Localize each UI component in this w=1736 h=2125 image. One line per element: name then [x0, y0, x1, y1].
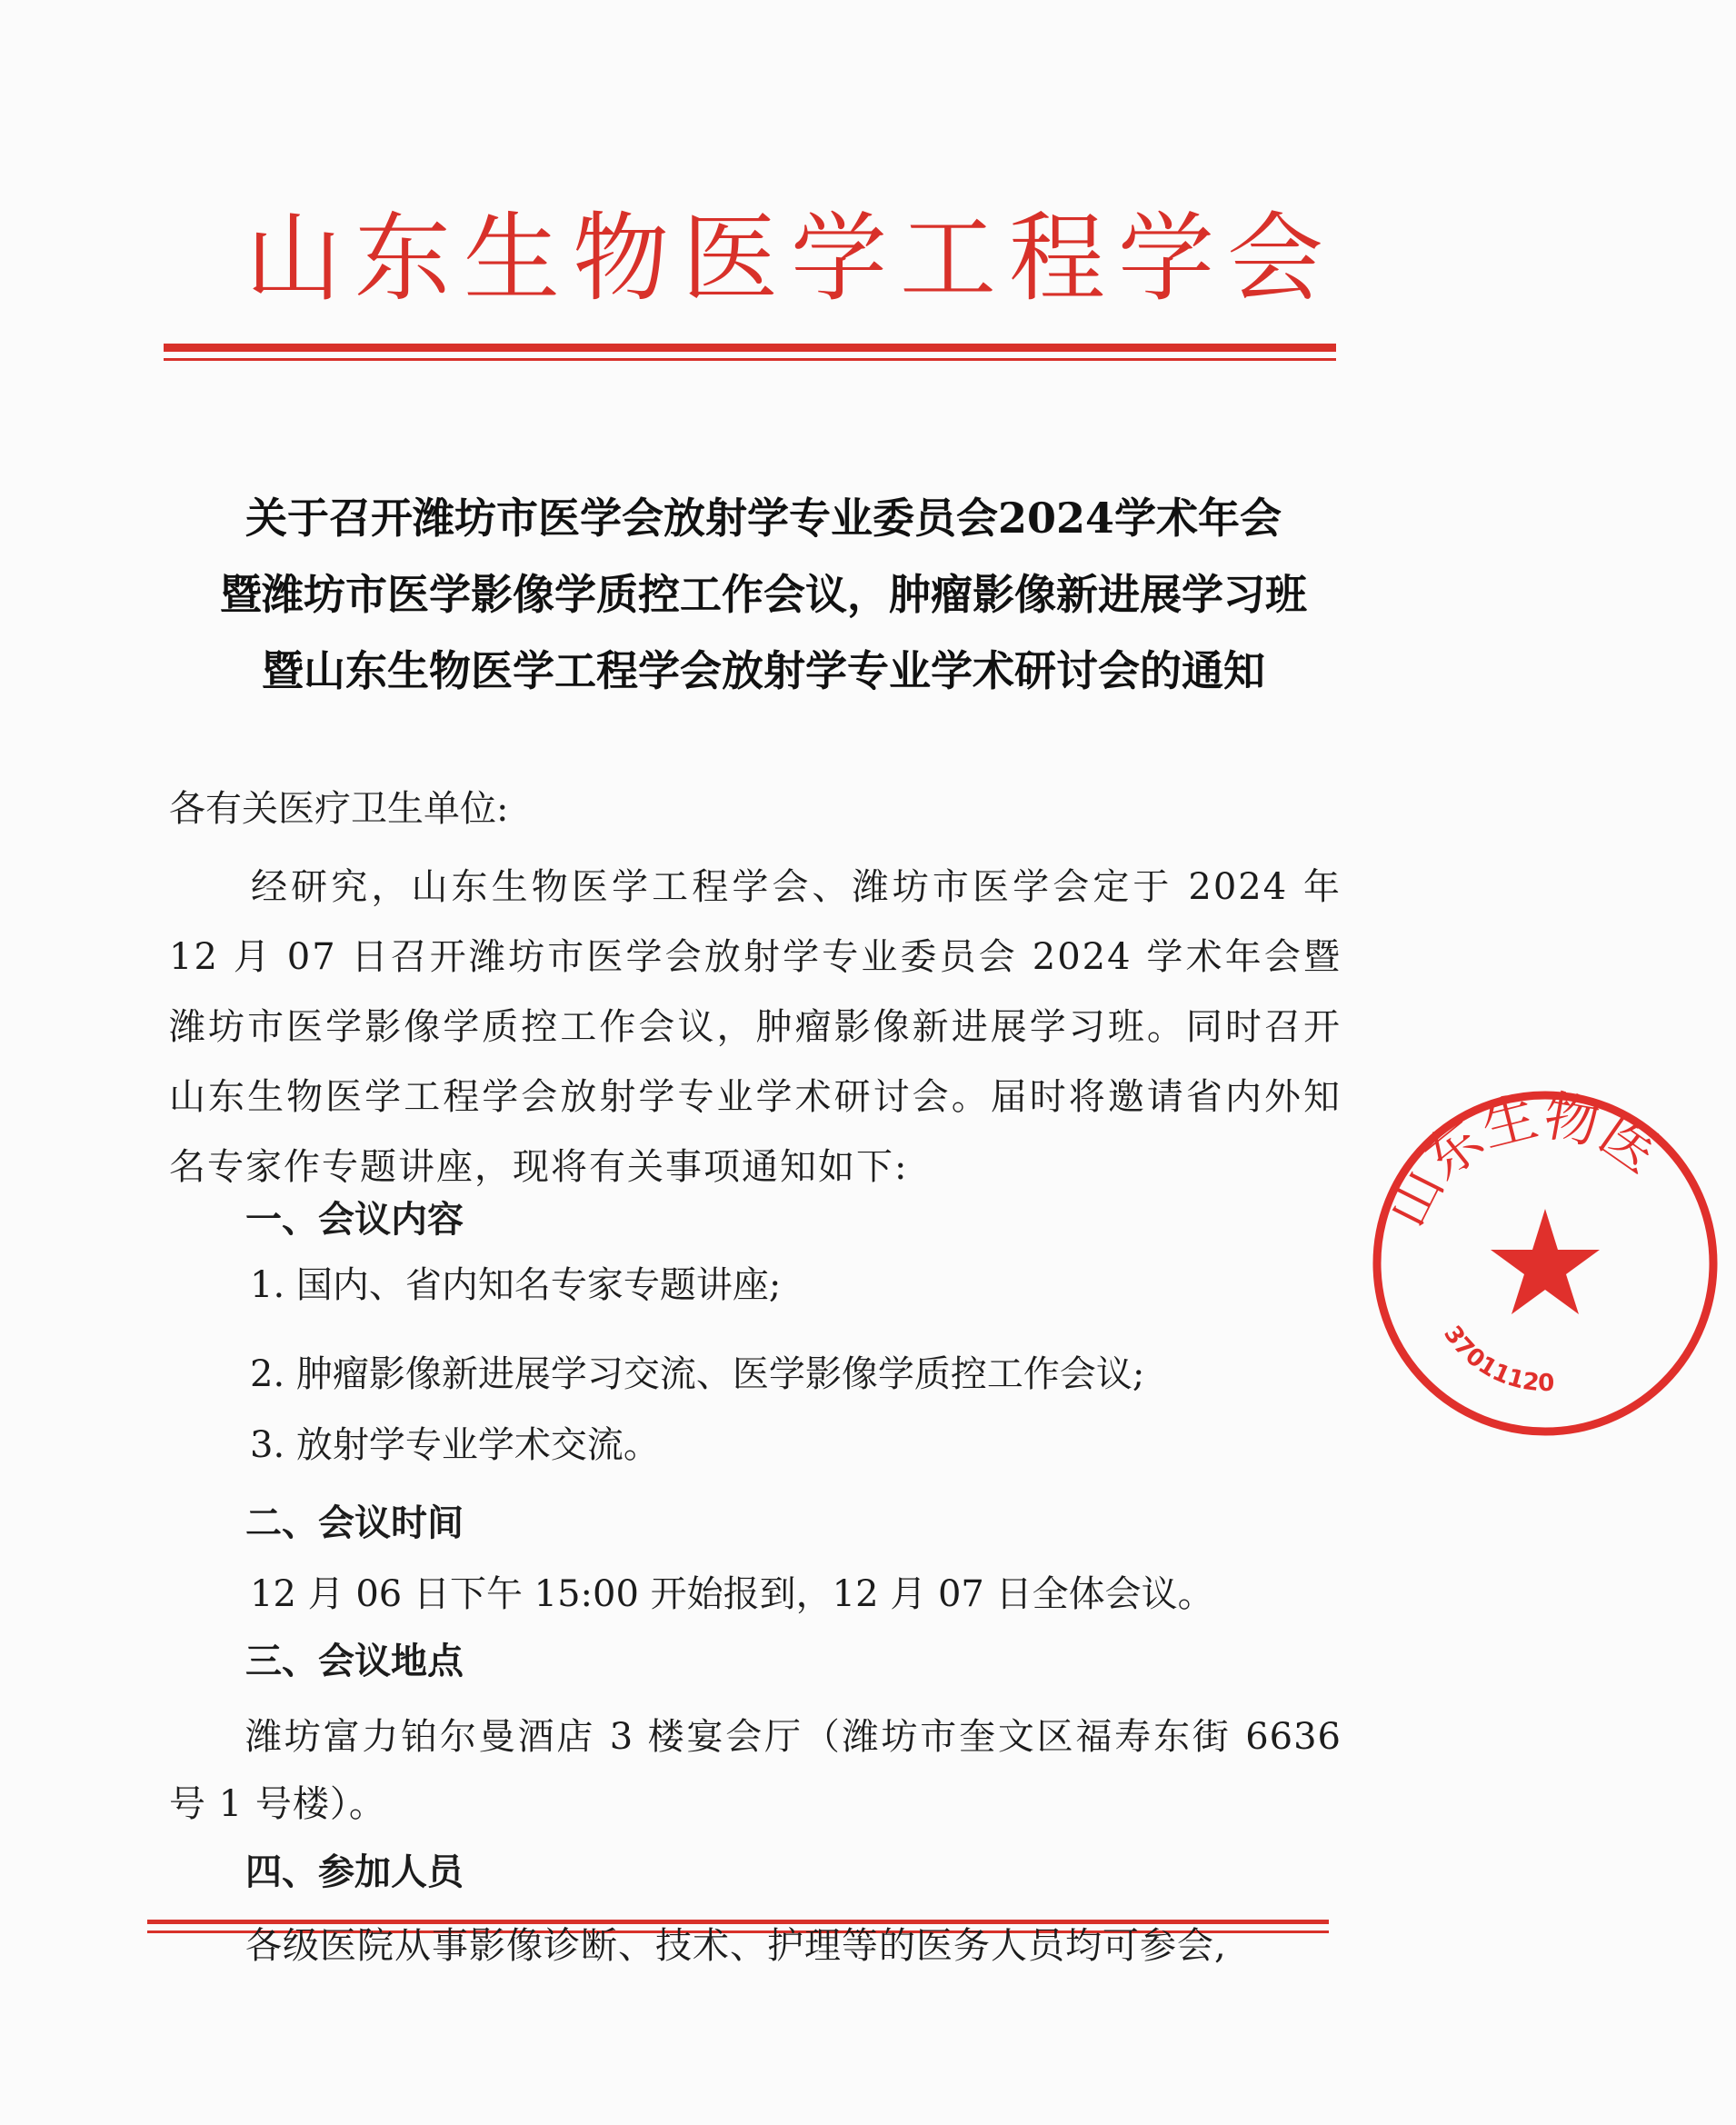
salutation: 各有关医疗卫生单位:: [169, 788, 509, 830]
seal-star-icon: [1491, 1209, 1600, 1314]
location-text: 潍坊富力铂尔曼酒店 3 楼宴会厅（潍坊市奎文区福寿东街 6636 号 1 号楼）。: [169, 1716, 1342, 1825]
seal-arc-textpath: 山东生物医: [1374, 1083, 1670, 1237]
section-heading-location: 三、会议地点: [245, 1641, 464, 1682]
section-heading-time: 二、会议时间: [245, 1502, 464, 1544]
official-seal: [1354, 1072, 1736, 1454]
section-heading-content: 一、会议内容: [245, 1199, 464, 1241]
content-item-2: 2. 肿瘤影像新进展学习交流、医学影像学质控工作会议;: [250, 1353, 1145, 1395]
seal-code-text: [1438, 1321, 1554, 1397]
letterhead-rule-thick: [164, 344, 1336, 352]
letterhead-rule-thin: [164, 358, 1336, 361]
title-line-3: 暨山东生物医学工程学会放射学专业学术研讨会的通知: [262, 646, 1265, 695]
section-heading-participants: 四、参加人员: [245, 1851, 464, 1893]
intro-paragraph: 经研究，山东生物医学工程学会、潍坊市医学会定于 2024 年 12 月 07 日召开潍坊市医学会放射学专业委员会 2024 学术年会暨潍坊市医学影像学质控工作会议，肿瘤影像新进展学习班。同时召开山东生物医学工程学会放射学专业学术研讨会。届时将邀请省内外知名专家作专题讲座，现将有关事项通知如下:: [169, 866, 1342, 1188]
document-title: [145, 480, 1382, 709]
letterhead-org-name: 山东生物医学工程学会: [245, 203, 1336, 314]
time-text: 12 月 06 日下午 15:00 开始报到，12 月 07 日全体会议。: [250, 1573, 1214, 1615]
title-line-1: 关于召开潍坊市医学会放射学专业委员会2024学术年会: [244, 494, 1282, 543]
seal-code-textpath: 37011120: [1438, 1321, 1555, 1398]
participants-text: 各级医院从事影像诊断、技术、护理等的医务人员均可参会,: [245, 1925, 1227, 1967]
seal-arc-text: [1374, 1084, 1669, 1237]
content-item-3: 3. 放射学专业学术交流。: [250, 1424, 660, 1466]
title-line-2: 暨潍坊市医学影像学质控工作会议，肿瘤影像新进展学习班: [220, 570, 1307, 619]
content-item-1: 1. 国内、省内知名专家专题讲座;: [250, 1264, 782, 1306]
